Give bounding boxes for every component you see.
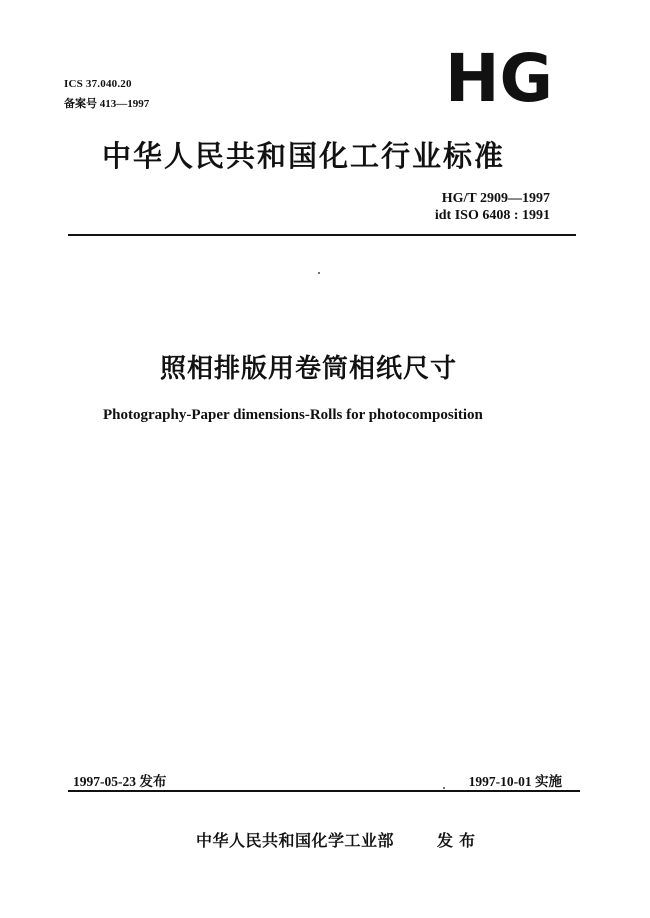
speck <box>443 787 445 789</box>
iso-equivalent: idt ISO 6408 : 1991 <box>434 208 550 223</box>
logo-text: HG <box>445 46 553 104</box>
industry-standard-title: 中华人民共和国化工行业标准 <box>102 139 506 173</box>
speck <box>318 272 320 274</box>
footer-divider <box>68 790 580 792</box>
ics-code: ICS 37.040.20 <box>64 78 132 90</box>
hg-logo <box>445 46 555 104</box>
document-title-chinese: 照相排版用卷筒相纸尺寸 <box>160 354 458 384</box>
document-title-english: Photography-Paper dimensions-Rolls for photocomposition <box>103 407 483 423</box>
issue-date: 1997-05-23 发布 <box>73 774 167 789</box>
publish-label: 发布 <box>437 831 482 850</box>
record-number: 备案号 413—1997 <box>64 98 150 110</box>
implementation-date: 1997-10-01 实施 <box>468 774 562 789</box>
header-divider <box>68 234 576 236</box>
standard-number: HG/T 2909—1997 <box>441 191 550 206</box>
publisher: 中华人民共和国化学工业部 <box>196 831 395 850</box>
